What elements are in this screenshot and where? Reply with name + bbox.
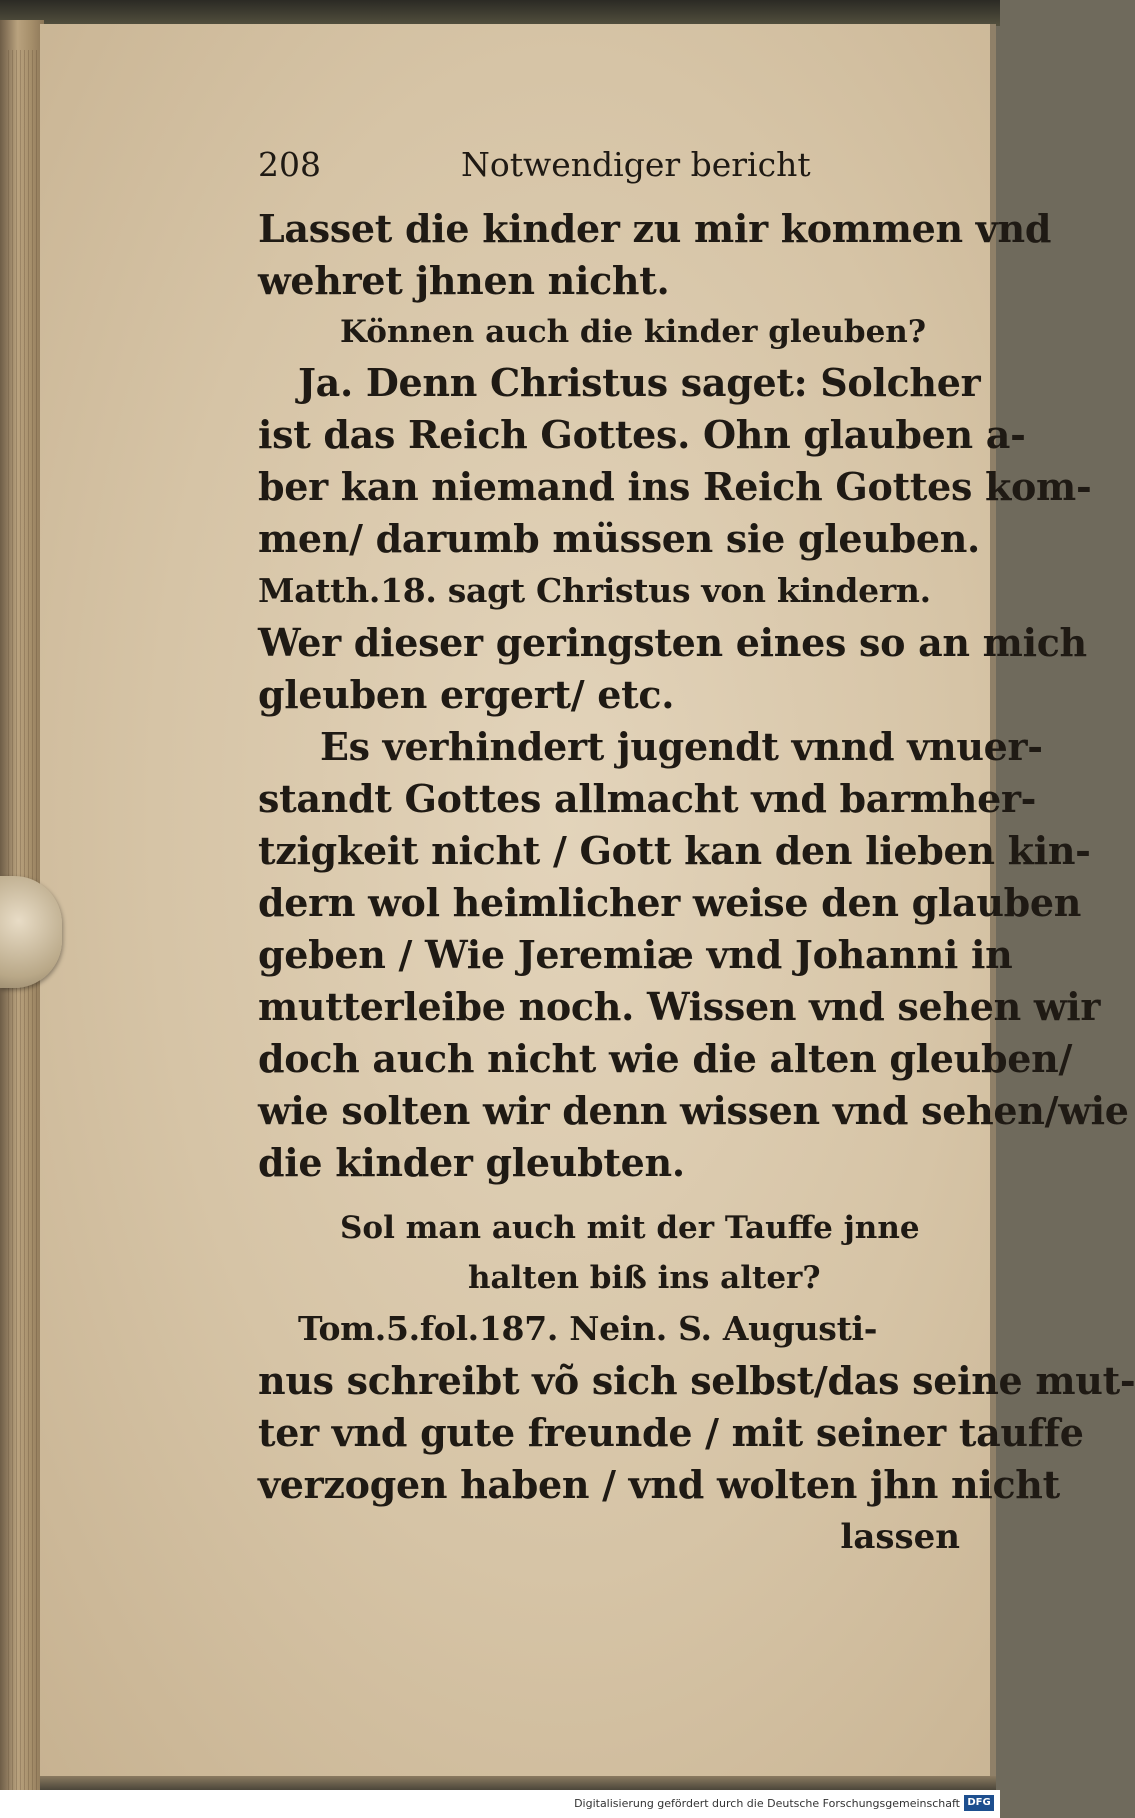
text-line: gleuben ergert/ etc. [258,672,675,717]
page-number: 208 [258,145,321,184]
text-line: ist das Reich Gottes. Ohn glauben a- [258,412,1026,457]
text-line: Tom.5.fol.187. Nein. S. Augusti- [298,1309,878,1348]
text-line: wehret jhnen nicht. [258,258,670,303]
text-line: tzigkeit nicht / Gott kan den lieben kin- [258,828,1091,873]
dfg-logo: DFG [964,1795,994,1811]
page-header [258,145,970,203]
text-line: die kinder gleubten. [258,1140,685,1185]
text-line: verzogen haben / vnd wolten jhn nicht [258,1462,1060,1507]
top-edge [0,0,1000,26]
text-line: Wer dieser geringsten eines so an mich [258,620,1087,665]
running-head: Notwendiger bericht [461,145,811,184]
text-line: nus schreibt võ sich selbst/das seine mut- [258,1358,1135,1403]
text-line: ter vnd gute freunde / mit seiner tauffe [258,1410,1084,1455]
question-heading: halten biß ins alter? [468,1260,821,1296]
text-line: Lasset die kinder zu mir kommen vnd [258,206,1052,251]
text-line: mutterleibe noch. Wissen vnd sehen wir [258,984,1101,1029]
text-line: Ja. Denn Christus saget: Solcher [298,360,981,405]
bottom-edge [40,1776,996,1790]
text-line: Matth.18. sagt Christus von kindern. [258,571,931,610]
funding-credit: Digitalisierung gefördert durch die Deutsche Forschungsgemeinschaft [574,1797,960,1810]
text-line: wie solten wir denn wissen vnd sehen/wie [258,1088,1129,1133]
question-heading: Können auch die kinder gleuben? [340,314,927,350]
text-line: dern wol heimlicher weise den glauben [258,880,1082,925]
question-heading: Sol man auch mit der Tauffe jnne [340,1210,920,1246]
text-line: men/ darumb müssen sie gleuben. [258,516,980,561]
text-line: doch auch nicht wie die alten gleuben/ [258,1036,1073,1081]
text-line: geben / Wie Jeremiæ vnd Johanni in [258,932,1013,977]
text-line: standt Gottes allmacht vnd barmher- [258,776,1037,821]
page-text [258,145,1135,1563]
footer-bar [0,1790,1000,1818]
text-line: ber kan niemand ins Reich Gottes kom- [258,464,1092,509]
text-line: Es verhindert jugendt vnnd vnuer- [320,724,1043,769]
catchword: lassen [840,1517,960,1557]
